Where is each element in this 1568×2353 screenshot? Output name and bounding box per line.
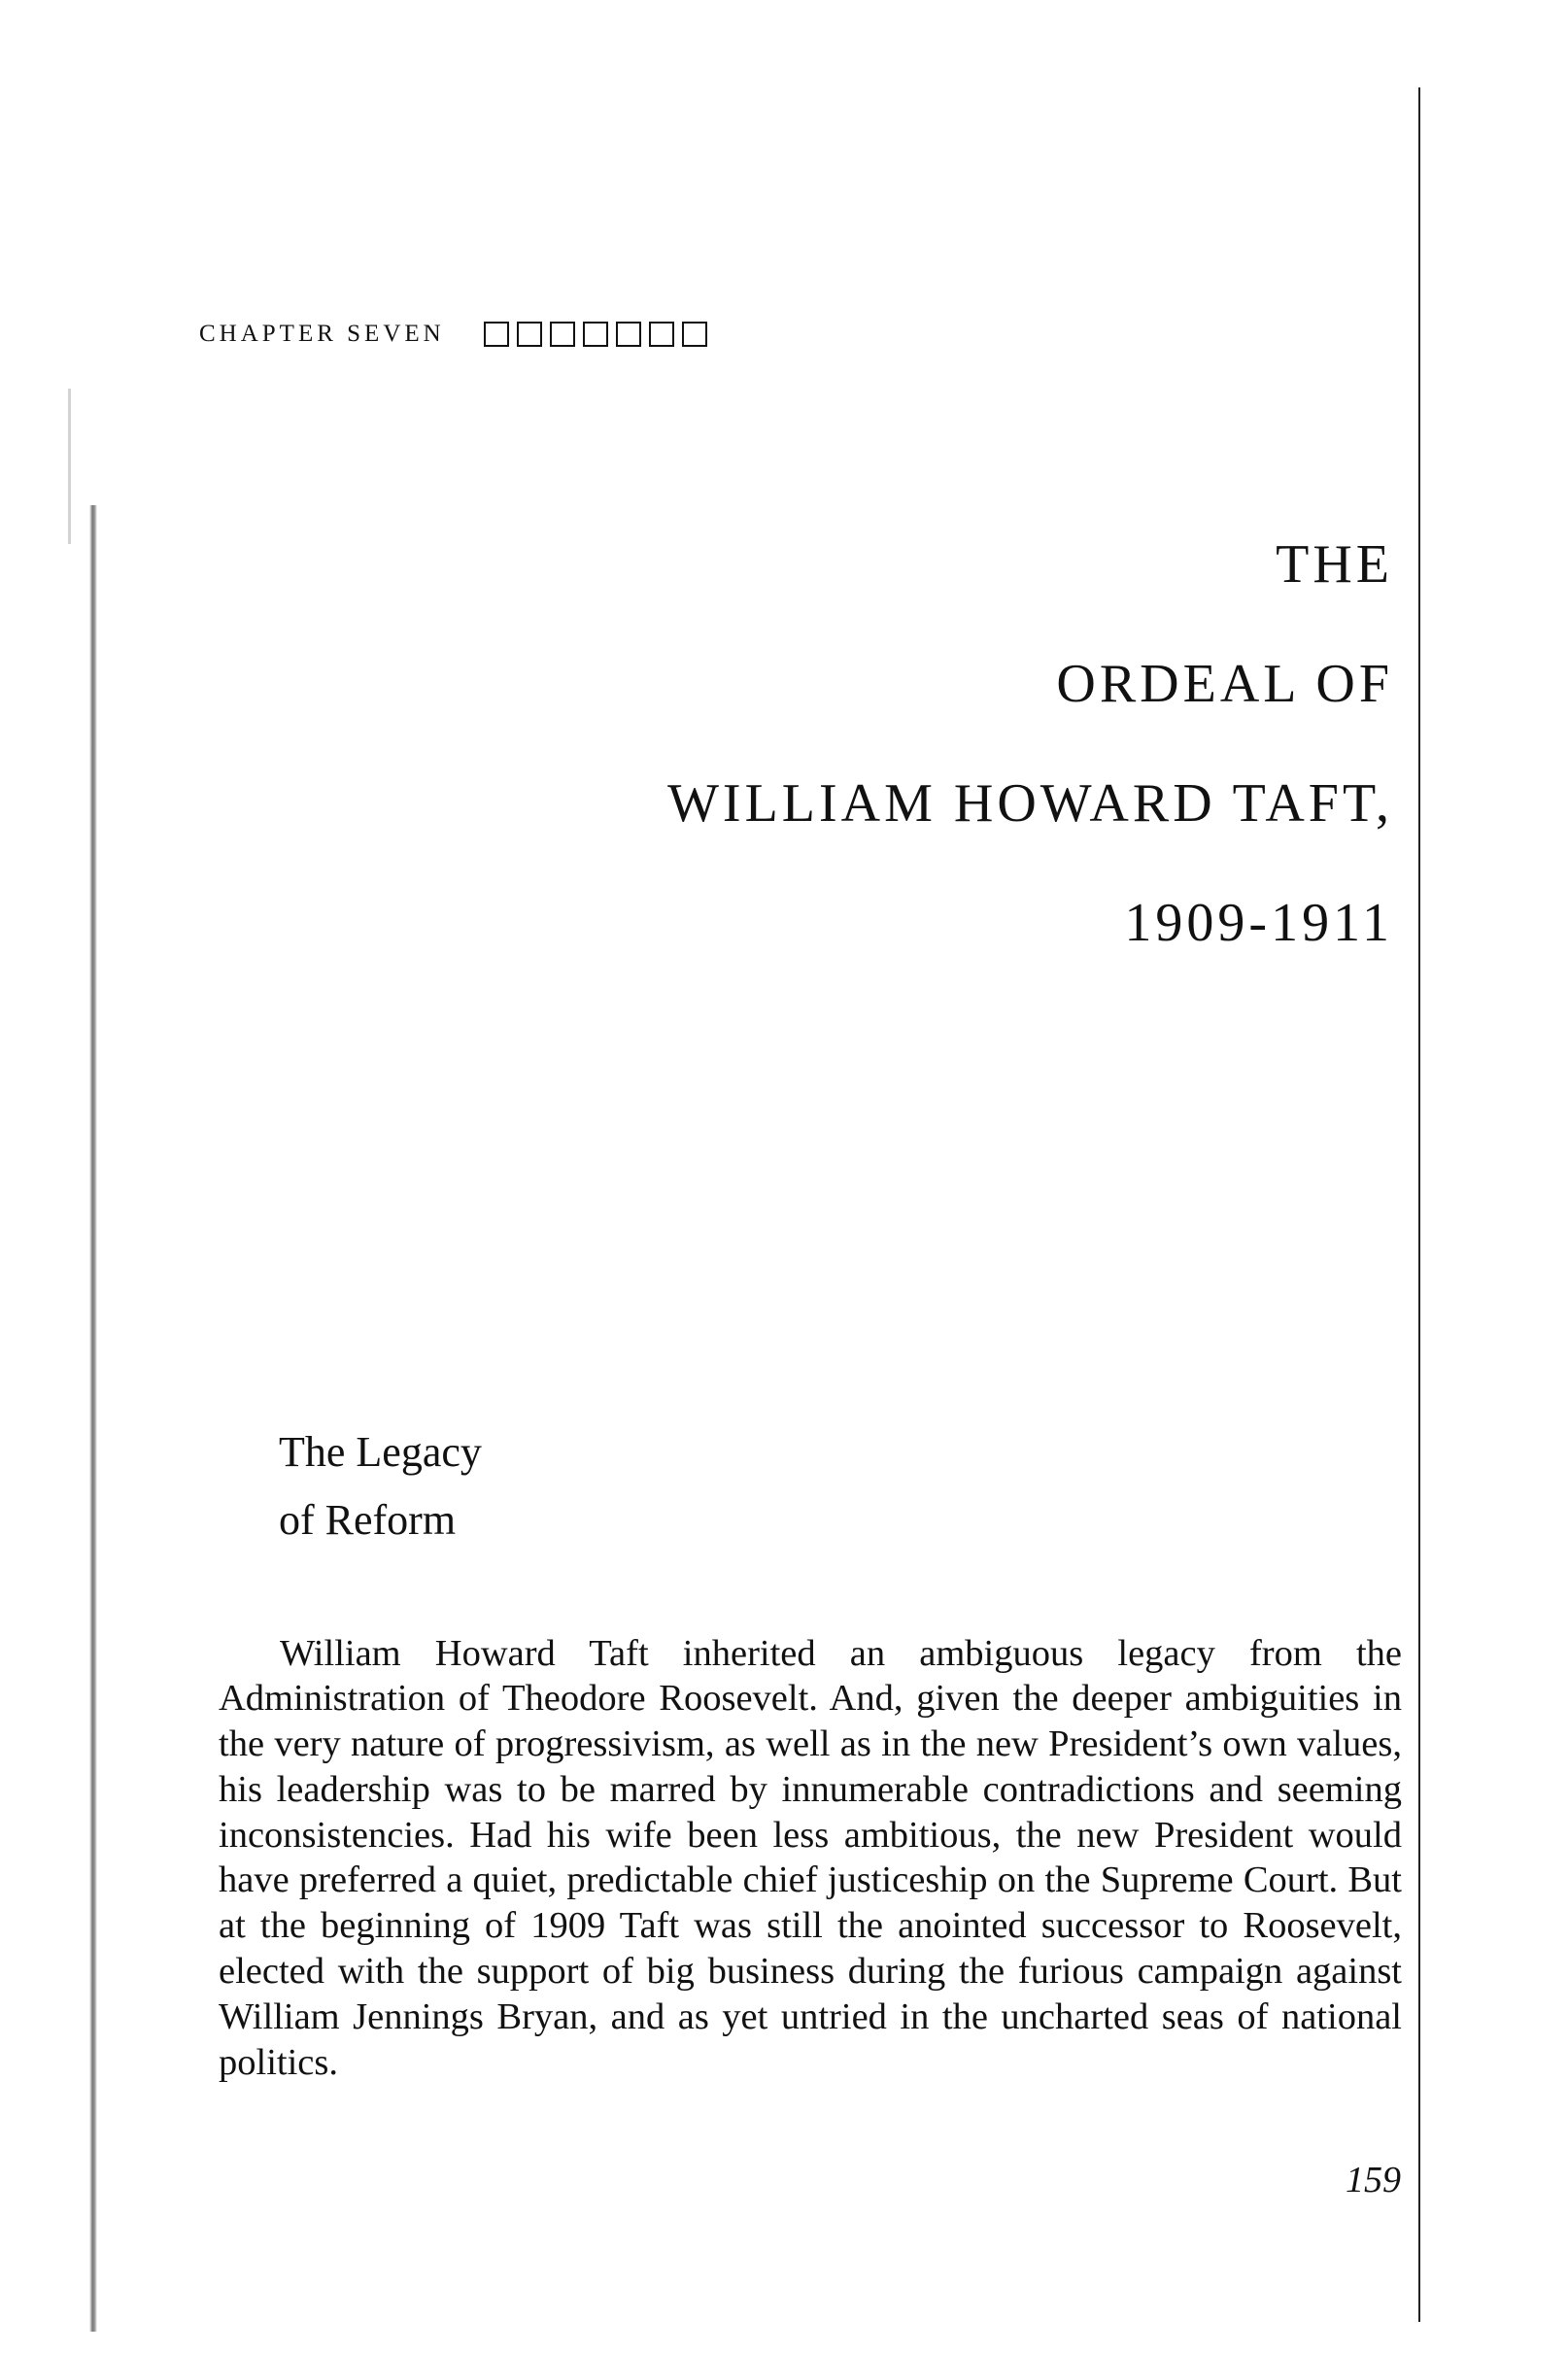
chapter-header — [199, 321, 707, 348]
body-paragraph: William Howard Taft inherited an ambiguous legacy from the Administration of Theodore Roosevelt. And, given the deeper ambiguities in the very nature of progressivism, as well as in the new President’s own values, his leadership was to be marred by innumerable contradictions and seeming inconsistencies. Had his wife been less ambitious, the new President would have preferred a quiet, predictable chief justiceship on the Supreme Court. But at the beginning of 1909 Taft was still the anointed successor to Roosevelt, elected with the support of big business during the furious campaign against William Jennings Bryan, and as yet untried in the uncharted seas of national politics. — [219, 1632, 1402, 2083]
ornament-box-icon — [484, 322, 509, 347]
ornament-box-icon — [517, 322, 542, 347]
ornament-box-icon — [616, 322, 641, 347]
chapter-label: CHAPTER SEVEN — [199, 321, 445, 347]
page-edge — [1418, 87, 1420, 2322]
section-heading-line: The Legacy — [279, 1428, 482, 1476]
chapter-ornament — [484, 322, 707, 347]
title-line: THE — [1276, 534, 1393, 595]
ornament-box-icon — [550, 322, 575, 347]
ornament-box-icon — [682, 322, 707, 347]
section-heading — [279, 1418, 482, 1554]
binding-edge — [89, 505, 97, 2332]
scan-shadow — [68, 389, 71, 544]
page-number: 159 — [1346, 2160, 1401, 2200]
title-line: WILLIAM HOWARD TAFT, — [667, 773, 1393, 834]
title-line: 1909-1911 — [1124, 893, 1393, 953]
chapter-title — [667, 505, 1393, 983]
title-line: ORDEAL OF — [1056, 654, 1393, 714]
ornament-box-icon — [583, 322, 608, 347]
ornament-box-icon — [649, 322, 674, 347]
section-heading-line: of Reform — [279, 1496, 457, 1544]
